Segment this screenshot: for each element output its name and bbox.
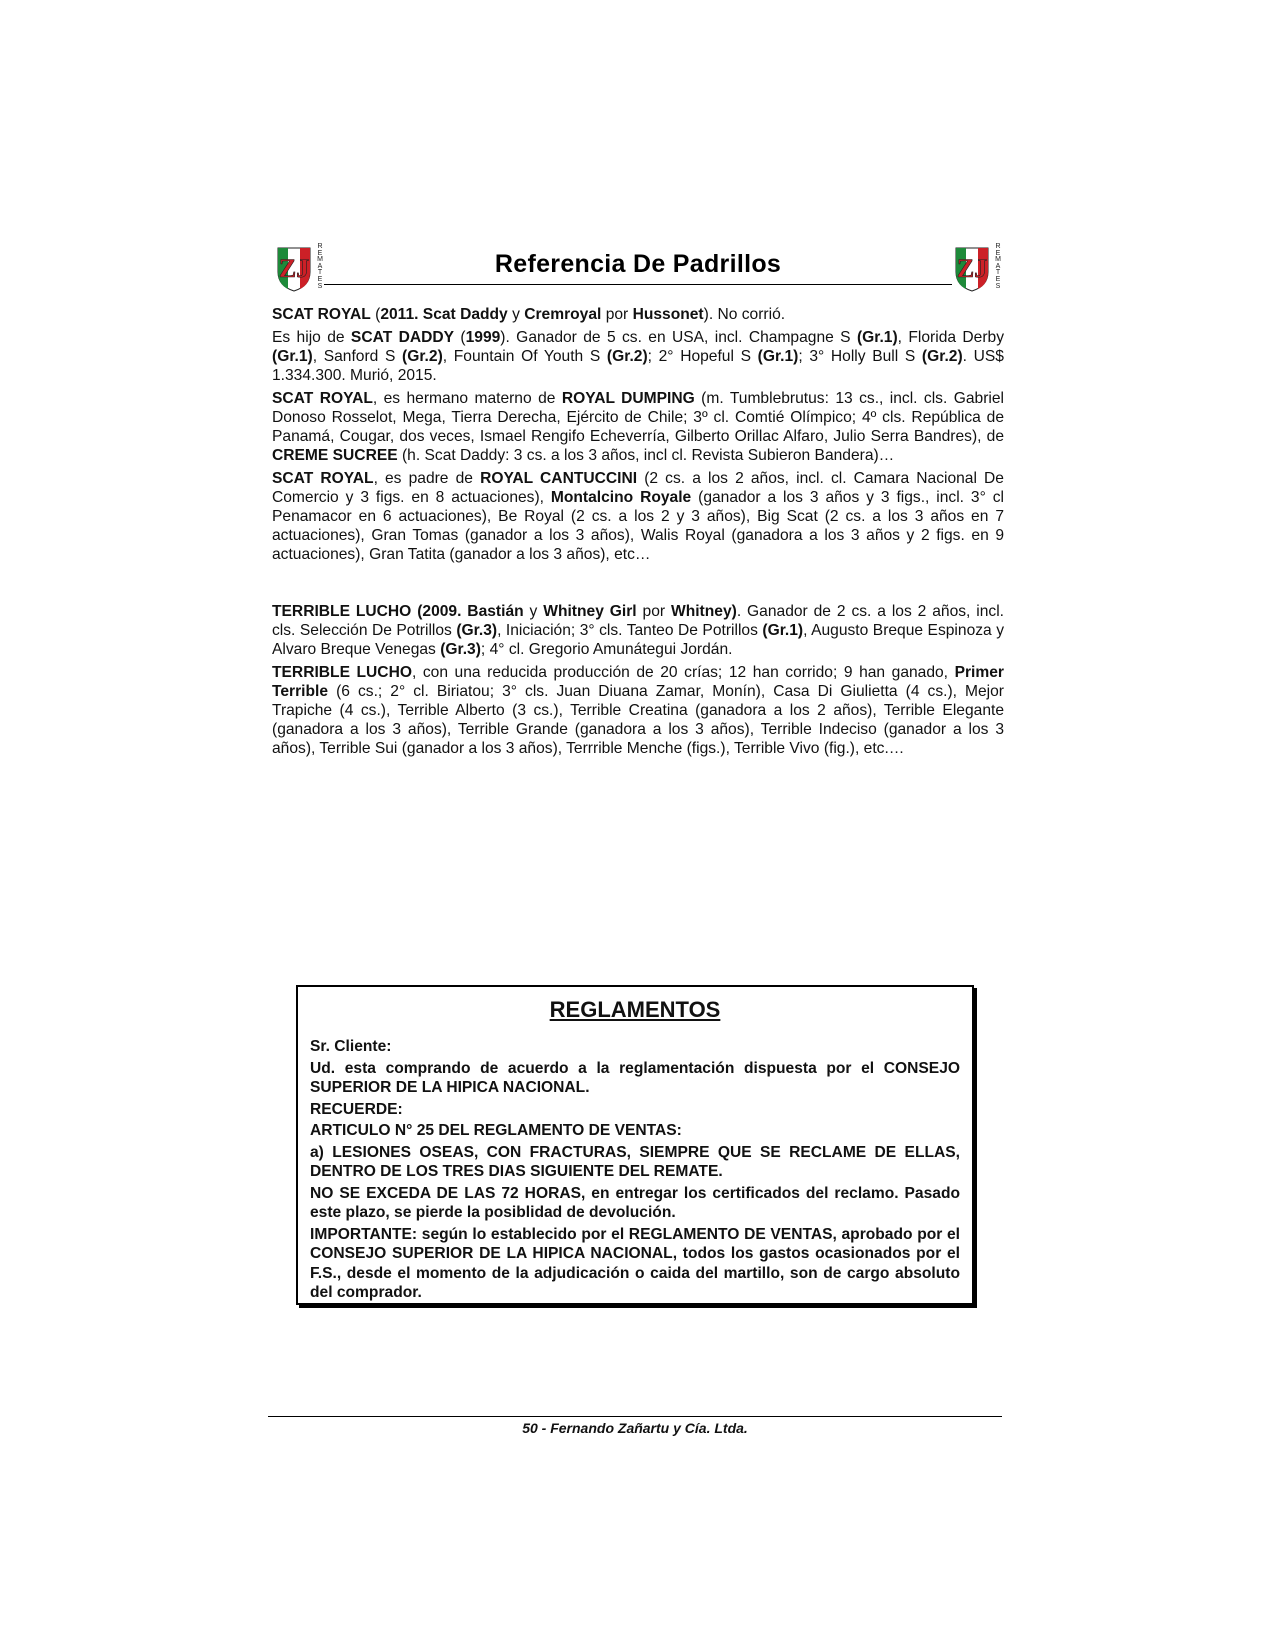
remates-side-text: R E M A T E S bbox=[317, 243, 323, 290]
sire-paragraph bbox=[272, 305, 1004, 324]
bold-run: 2011. Scat Daddy bbox=[380, 306, 508, 323]
text-run: , Sanford S bbox=[312, 348, 403, 365]
text-run: ). Ganador de 5 cs. en USA, incl. Champagne S bbox=[500, 329, 857, 346]
bold-run: (Gr.1) bbox=[762, 622, 804, 639]
text-run: , es padre de bbox=[373, 470, 481, 487]
text-run: (m. Tumblebrutus: 13 cs., incl. cls. Gabriel Donoso Rosselot, Mega, Tierra Derecha, Ejército de Chile; 3º cl. Comtié Olímpico; 4º cls. República de Panamá, Cougar, dos veces, Ismael Rengifo Echeverría, Gilberto Orillac Alfaro, Julio Serra Bandres), de bbox=[272, 390, 1004, 445]
sire-paragraph bbox=[272, 328, 1004, 385]
sire-references bbox=[272, 305, 1004, 762]
bold-run: (Gr.1) bbox=[757, 348, 799, 365]
footer-divider bbox=[268, 1416, 1002, 1417]
text-run: (h. Scat Daddy: 3 cs. a los 3 años, incl cl. Revista Subieron Bandera)… bbox=[397, 447, 895, 464]
bold-run: (Gr.3) bbox=[456, 622, 498, 639]
regulations-line: Sr. Cliente: bbox=[310, 1038, 392, 1055]
page-footer: 50 - Fernando Zañartu y Cía. Ltda. bbox=[522, 1420, 748, 1436]
sire-paragraph bbox=[272, 602, 1004, 659]
bold-run: CREME SUCREE bbox=[272, 447, 398, 464]
sire-paragraph bbox=[272, 389, 1004, 465]
text-run: (2 cs. a los 2 años, incl. cl. Camara Nacional De Comercio y 3 figs. en 8 actuaciones), bbox=[272, 470, 1004, 506]
bold-run: Primer Terrible bbox=[272, 664, 1004, 700]
text-run: , Augusto Breque Espinoza y Alvaro Breque Venegas bbox=[272, 622, 1004, 658]
zj-remates-logo bbox=[950, 244, 1004, 294]
text-run: , Florida Derby bbox=[897, 329, 1004, 346]
bold-run: SCAT ROYAL bbox=[272, 390, 373, 407]
text-run: ). No corrió. bbox=[703, 306, 786, 323]
title-underline bbox=[324, 284, 952, 285]
regulations-box bbox=[296, 985, 974, 1305]
text-run: ( bbox=[454, 329, 466, 346]
text-run: ; 3° Holly Bull S bbox=[798, 348, 922, 365]
zj-emblem-icon bbox=[950, 244, 994, 292]
text-run: , Iniciación; 3° cls. Tanteo De Potrillos bbox=[497, 622, 763, 639]
page-title: Referencia De Padrillos bbox=[494, 250, 782, 278]
text-run: (6 cs.; 2° cl. Biriatou; 3° cls. Juan Diuana Zamar, Monín), Casa Di Giulietta (4 cs.), Mejor Trapiche (4 cs.), Terrible Alberto (3 cs.), Terrible Creatina (ganadora a los 2 años), Terrible Elegante (ganadora a los 3 años), Terrible Grande (ganadora a los 3 años), Terrible Indeciso (ganador a los 3 años), Terrible Sui (ganador a los 3 años), Terrrible Menche (figs.), Terrible Vivo (fig.), etc.… bbox=[272, 683, 1004, 757]
bold-run: (Gr.2) bbox=[402, 348, 443, 365]
text-run: Es hijo de bbox=[272, 329, 351, 346]
page-header bbox=[272, 244, 1004, 294]
regulations-line: Ud. esta comprando de acuerdo a la reglamentación dispuesta por el CONSEJO SUPERIOR DE LA HIPICA NACIONAL. bbox=[310, 1059, 960, 1096]
text-run: . US$ 1.334.300. Murió, 2015. bbox=[272, 348, 1004, 384]
sire-paragraph bbox=[272, 469, 1004, 564]
bold-run: 1999 bbox=[465, 329, 501, 346]
regulations-line: NO SE EXCEDA DE LAS 72 HORAS, en entregar los certificados del reclamo. Pasado este plazo, se pierde la posiblidad de devolución. bbox=[310, 1184, 960, 1221]
regulations-line: ARTICULO N° 25 DEL REGLAMENTO DE VENTAS: bbox=[310, 1122, 682, 1139]
text-run: ( bbox=[370, 306, 381, 323]
bold-run: Cremroyal bbox=[524, 306, 602, 323]
bold-run: (Gr.3) bbox=[440, 641, 481, 658]
text-run: . Ganador de 2 cs. a los 2 años, incl. cls. Selección De Potrillos bbox=[272, 603, 1005, 639]
text-run: y bbox=[507, 306, 525, 323]
remates-side-text: R E M A T E S bbox=[995, 243, 1001, 290]
text-run: , Fountain Of Youth S bbox=[442, 348, 607, 365]
bold-run: TERRIBLE LUCHO bbox=[272, 664, 412, 681]
bold-run: SCAT DADDY bbox=[350, 329, 455, 346]
regulations-line: a) LESIONES OSEAS, CON FRACTURAS, SIEMPRE QUE SE RECLAME DE ELLAS, DENTRO DE LOS TRES DIAS SIGUIENTE DEL REMATE. bbox=[310, 1143, 960, 1180]
regulations-line: RECUERDE: bbox=[310, 1100, 403, 1118]
svg-text:ZJ: ZJ bbox=[956, 254, 988, 283]
text-run: por bbox=[636, 603, 671, 620]
bold-run: (Gr.2) bbox=[921, 348, 963, 365]
regulations-title: REGLAMENTOS bbox=[549, 997, 721, 1022]
text-run: , es hermano materno de bbox=[372, 390, 562, 407]
bold-run: Montalcino Royale bbox=[550, 489, 692, 506]
zj-emblem-icon bbox=[272, 244, 316, 292]
bold-run: (Gr.1) bbox=[856, 329, 898, 346]
sire-paragraph bbox=[272, 663, 1004, 758]
bold-run: TERRIBLE LUCHO (2009. Bastián bbox=[272, 603, 524, 620]
bold-run: Whitney Girl bbox=[543, 603, 637, 620]
bold-run: (Gr.2) bbox=[606, 348, 648, 365]
bold-run: ROYAL DUMPING bbox=[561, 390, 695, 407]
text-run: y bbox=[523, 603, 544, 620]
text-run: , con una reducida producción de 20 crías; 12 han corrido; 9 han ganado, bbox=[411, 664, 955, 681]
svg-text:ZJ: ZJ bbox=[278, 254, 310, 283]
bold-run: SCAT ROYAL bbox=[272, 306, 371, 323]
text-run: ; 4° cl. Gregorio Amunátegui Jordán. bbox=[480, 641, 733, 658]
bold-run: SCAT ROYAL bbox=[272, 470, 374, 487]
zj-remates-logo bbox=[272, 244, 326, 294]
bold-run: ROYAL CANTUCCINI bbox=[480, 470, 638, 487]
bold-run: (Gr.1) bbox=[272, 348, 313, 365]
text-run: (ganador a los 3 años y 3 figs., incl. 3° cl Penamacor en 6 actuaciones), Be Royal (2 cs. a los 2 y 3 años), Big Scat (2 cs. a los 3 años en 7 actuaciones), Gran Tomas (ganador a los 3 años), Walis Royal (ganadora a los 3 años y 2 figs. en 9 actuaciones), Gran Tatita (ganador a los 3 años), etc… bbox=[272, 489, 1004, 563]
regulations-line: IMPORTANTE: según lo establecido por el REGLAMENTO DE VENTAS, aprobado por el CONSEJO SUPERIOR DE LA HIPICA NACIONAL, todos los gastos ocasionados por el F.S., desde el momento de la adjudicación o caida del martillo, son de cargo absoluto del comprador. bbox=[310, 1225, 960, 1301]
text-run: ; 2° Hopeful S bbox=[647, 348, 758, 365]
text-run: por bbox=[601, 306, 633, 323]
bold-run: Whitney) bbox=[670, 603, 737, 620]
bold-run: Hussonet bbox=[632, 306, 704, 323]
